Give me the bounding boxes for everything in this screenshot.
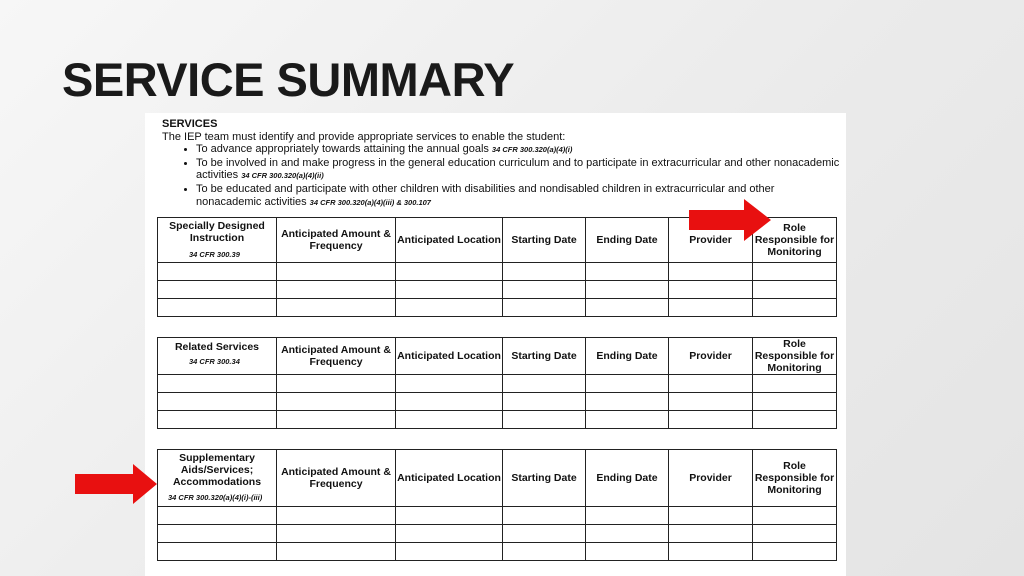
table-cell[interactable] xyxy=(396,299,503,317)
table-cell[interactable] xyxy=(586,411,669,429)
table-cell[interactable] xyxy=(158,375,277,393)
table-cell[interactable] xyxy=(158,507,277,525)
arrow-right-icon xyxy=(75,464,157,504)
slide-title: SERVICE SUMMARY xyxy=(62,53,515,106)
table-cell[interactable] xyxy=(669,375,753,393)
table-cell[interactable] xyxy=(158,263,277,281)
table-row xyxy=(158,393,837,411)
table-row xyxy=(158,263,837,281)
iep-services-document xyxy=(145,113,846,576)
header-provider: Provider xyxy=(669,218,753,263)
header-role-monitoring: Role Responsible for Monitoring xyxy=(753,450,837,507)
services-intro-text: The IEP team must identify and provide appropriate services to enable the student: xyxy=(162,130,566,143)
table-cell[interactable] xyxy=(753,411,837,429)
bullet-text: To be involved in and make progress in the general education curriculum and to participate in extracurricular and other nonacademic activities xyxy=(196,156,840,182)
table-cell[interactable] xyxy=(277,263,396,281)
table-cell[interactable] xyxy=(277,393,396,411)
header-ending-date: Ending Date xyxy=(586,218,669,263)
table-cell[interactable] xyxy=(753,543,837,561)
table-cell[interactable] xyxy=(586,525,669,543)
table-cell[interactable] xyxy=(503,507,586,525)
table-cell[interactable] xyxy=(669,525,753,543)
table-cell[interactable] xyxy=(753,507,837,525)
table-cell[interactable] xyxy=(396,507,503,525)
services-heading: SERVICES xyxy=(162,118,218,130)
table-cell[interactable] xyxy=(277,525,396,543)
header-citation: 34 CFR 300.320(a)(4)(i)-(iii) xyxy=(168,493,263,502)
bullet-annual-goals xyxy=(196,143,842,157)
table-cell[interactable] xyxy=(503,411,586,429)
table-cell[interactable] xyxy=(753,375,837,393)
table-cell[interactable] xyxy=(396,263,503,281)
table-cell[interactable] xyxy=(669,263,753,281)
table-cell[interactable] xyxy=(396,375,503,393)
table-row xyxy=(158,281,837,299)
table-row xyxy=(158,411,837,429)
table-cell[interactable] xyxy=(669,411,753,429)
table-cell[interactable] xyxy=(586,507,669,525)
header-starting-date: Starting Date xyxy=(503,450,586,507)
bullet-text: To advance appropriately towards attaining the annual goals xyxy=(196,143,489,156)
table-cell[interactable] xyxy=(277,281,396,299)
supplementary-aids-table xyxy=(157,449,837,561)
table-cell[interactable] xyxy=(753,263,837,281)
header-role-monitoring: Role Responsible for Monitoring xyxy=(753,338,837,375)
table-cell[interactable] xyxy=(586,393,669,411)
header-citation: 34 CFR 300.34 xyxy=(189,357,240,366)
table-cell[interactable] xyxy=(669,393,753,411)
table-cell[interactable] xyxy=(277,375,396,393)
table-cell[interactable] xyxy=(503,263,586,281)
table-cell[interactable] xyxy=(669,299,753,317)
table-row xyxy=(158,375,837,393)
related-services-table xyxy=(157,337,837,429)
table-cell[interactable] xyxy=(396,393,503,411)
table-row xyxy=(158,525,837,543)
table-cell[interactable] xyxy=(396,525,503,543)
table-row xyxy=(158,299,837,317)
table-cell[interactable] xyxy=(503,281,586,299)
header-role-monitoring: Role Responsible for Monitoring xyxy=(753,218,837,263)
header-ending-date: Ending Date xyxy=(586,450,669,507)
table-cell[interactable] xyxy=(753,281,837,299)
table-cell[interactable] xyxy=(503,543,586,561)
header-citation: 34 CFR 300.39 xyxy=(189,249,240,259)
table-cell[interactable] xyxy=(669,281,753,299)
table-cell[interactable] xyxy=(158,411,277,429)
table-cell[interactable] xyxy=(503,525,586,543)
table-cell[interactable] xyxy=(158,393,277,411)
header-amount-frequency: Anticipated Amount & Frequency xyxy=(277,338,396,375)
table-cell[interactable] xyxy=(586,281,669,299)
table-cell[interactable] xyxy=(503,393,586,411)
header-service-type: Specially Designed Instruction 34 CFR 300.39 xyxy=(158,218,277,263)
header-starting-date: Starting Date xyxy=(503,338,586,375)
bullet-citation: 34 CFR 300.320(a)(4)(ii) xyxy=(241,171,324,181)
arrow-right-icon xyxy=(689,199,771,241)
header-provider: Provider xyxy=(669,450,753,507)
bullet-general-curriculum xyxy=(196,157,842,183)
table-cell[interactable] xyxy=(277,411,396,429)
table-cell[interactable] xyxy=(277,299,396,317)
table-cell[interactable] xyxy=(753,525,837,543)
table-cell[interactable] xyxy=(277,507,396,525)
table-cell[interactable] xyxy=(158,525,277,543)
table-cell[interactable] xyxy=(158,543,277,561)
header-location: Anticipated Location xyxy=(396,338,503,375)
table-cell[interactable] xyxy=(669,543,753,561)
header-amount-frequency: Anticipated Amount & Frequency xyxy=(277,450,396,507)
bullet-citation: 34 CFR 300.320(a)(4)(iii) & 300.107 xyxy=(309,197,431,207)
table-cell[interactable] xyxy=(503,375,586,393)
table-cell[interactable] xyxy=(158,299,277,317)
table-row xyxy=(158,507,837,525)
services-intro xyxy=(162,118,842,209)
header-location: Anticipated Location xyxy=(396,218,503,263)
table-cell[interactable] xyxy=(503,299,586,317)
bullet-citation: 34 CFR 300.320(a)(4)(i) xyxy=(491,145,573,155)
header-ending-date: Ending Date xyxy=(586,338,669,375)
table-cell[interactable] xyxy=(753,299,837,317)
table-cell[interactable] xyxy=(586,543,669,561)
table-cell[interactable] xyxy=(753,393,837,411)
table-cell[interactable] xyxy=(586,375,669,393)
table-cell[interactable] xyxy=(277,543,396,561)
table-cell[interactable] xyxy=(586,299,669,317)
header-provider: Provider xyxy=(669,338,753,375)
table-cell[interactable] xyxy=(586,263,669,281)
table-cell[interactable] xyxy=(396,543,503,561)
table-cell[interactable] xyxy=(396,281,503,299)
header-amount-frequency: Anticipated Amount & Frequency xyxy=(277,218,396,263)
table-row xyxy=(158,543,837,561)
header-location: Anticipated Location xyxy=(396,450,503,507)
bullet-text: To be educated and participate with other children with disabilities and nondisabled children in extracurricular and other nonacademic activities xyxy=(196,182,775,208)
header-service-type: Supplementary Aids/Services; Accommodations 34 CFR 300.320(a)(4)(i)-(iii) xyxy=(158,450,277,507)
table-cell[interactable] xyxy=(396,411,503,429)
header-starting-date: Starting Date xyxy=(503,218,586,263)
table-cell[interactable] xyxy=(158,281,277,299)
header-service-type: Related Services 34 CFR 300.34 xyxy=(158,338,277,375)
table-cell[interactable] xyxy=(669,507,753,525)
